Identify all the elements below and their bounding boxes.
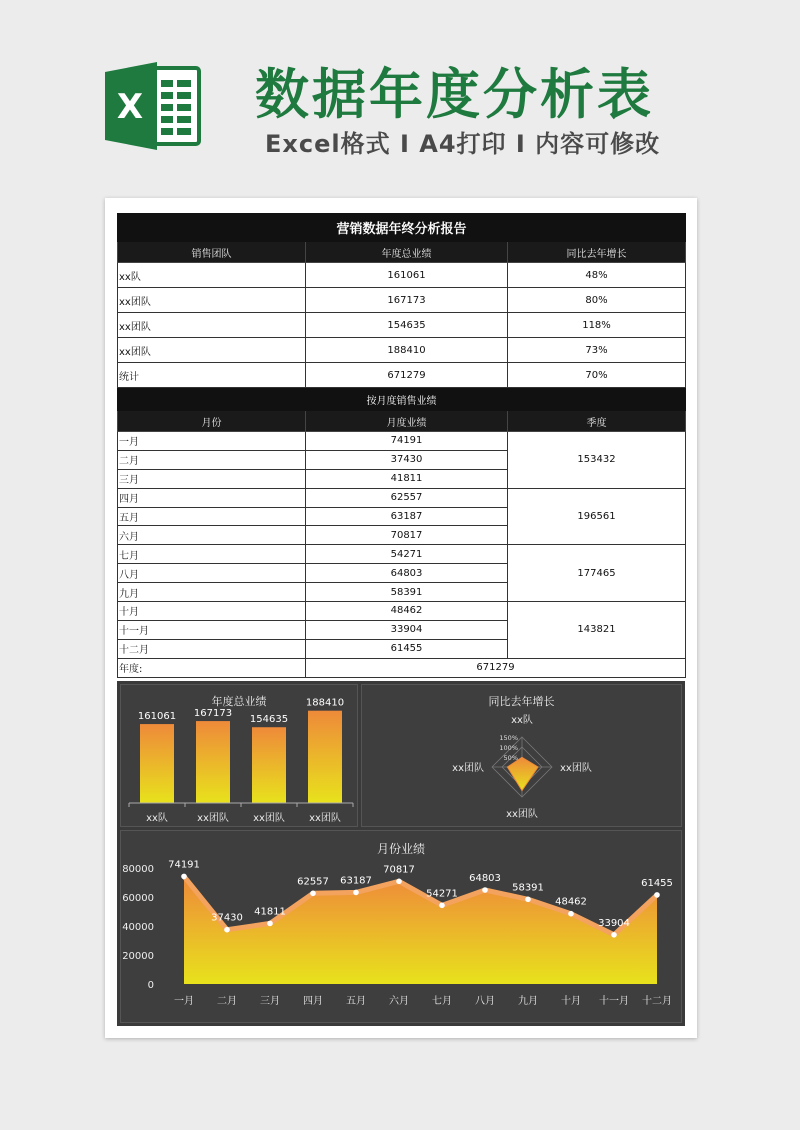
bar-category-label: xx团队: [253, 813, 285, 824]
table-row: [118, 263, 686, 288]
month-name[interactable]: 十二月: [118, 639, 306, 658]
team-growth[interactable]: 80%: [508, 288, 686, 313]
area-point[interactable]: [439, 903, 445, 909]
total-growth[interactable]: 70%: [508, 363, 686, 388]
radar-category-label: xx团队: [452, 763, 484, 774]
area-chart-panel[interactable]: [120, 830, 682, 1023]
column-header-team: 销售团队: [118, 242, 306, 263]
team-growth[interactable]: 118%: [508, 313, 686, 338]
area-point[interactable]: [611, 932, 617, 938]
radar-chart-title: 同比去年增长: [488, 695, 555, 708]
table-row: [118, 338, 686, 363]
quarter-total[interactable]: 177465: [508, 545, 686, 602]
area-data-label: 37430: [211, 912, 243, 924]
radar-tick-label: 150%: [499, 734, 518, 742]
area-data-label: 63187: [340, 875, 372, 887]
team-total[interactable]: 167173: [306, 288, 508, 313]
table-row: [118, 363, 686, 388]
month-value[interactable]: 37430: [306, 450, 508, 469]
bar-chart-title: 年度总业绩: [211, 695, 267, 708]
logo-letter: X: [116, 87, 144, 127]
radar-tick-label: 100%: [499, 744, 518, 752]
month-value[interactable]: 54271: [306, 545, 508, 564]
area-data-label: 58391: [512, 882, 544, 894]
area-data-label: 62557: [297, 876, 329, 888]
bar-category-label: xx队: [146, 813, 168, 824]
area-data-label: 33904: [598, 917, 630, 929]
area-category-label: 四月: [303, 996, 323, 1007]
radar-category-label: xx团队: [506, 809, 538, 820]
month-value[interactable]: 58391: [306, 583, 508, 602]
team-summary-table: [117, 213, 686, 388]
total-value[interactable]: 671279: [306, 363, 508, 388]
team-total[interactable]: 161061: [306, 263, 508, 288]
total-label[interactable]: 统计: [118, 363, 306, 388]
area-category-label: 三月: [260, 996, 280, 1007]
team-name[interactable]: xx团队: [118, 288, 306, 313]
bar-chart: [121, 685, 359, 828]
month-value[interactable]: 61455: [306, 639, 508, 658]
team-name[interactable]: xx队: [118, 263, 306, 288]
month-value[interactable]: 62557: [306, 488, 508, 507]
table-row: [118, 488, 686, 507]
year-label[interactable]: 年度:: [118, 658, 306, 677]
monthly-sales-table: [117, 388, 686, 678]
team-total[interactable]: 188410: [306, 338, 508, 363]
area-point[interactable]: [181, 874, 187, 880]
report-title-row: [118, 214, 686, 242]
bar-data-label: 188410: [305, 697, 345, 709]
month-name[interactable]: 九月: [118, 583, 306, 602]
month-name[interactable]: 二月: [118, 450, 306, 469]
table-row: [118, 602, 686, 621]
excel-logo-icon: [103, 60, 203, 152]
table-row: [118, 658, 686, 677]
radar-chart: [362, 685, 683, 828]
summary-header-row: [118, 242, 686, 263]
area-point[interactable]: [654, 892, 660, 898]
bar[interactable]: [308, 711, 342, 803]
quarter-total[interactable]: 196561: [508, 488, 686, 545]
area-point[interactable]: [310, 891, 316, 897]
page-subtitle: Excel格式 I A4打印 I 内容可修改: [265, 130, 661, 158]
column-header-value: 月度业绩: [306, 411, 508, 432]
area-point[interactable]: [267, 921, 273, 927]
monthly-title-row: [118, 389, 686, 411]
area-category-label: 十一月: [599, 996, 629, 1007]
monthly-title: 按月度销售业绩: [118, 389, 686, 411]
area-point[interactable]: [525, 897, 531, 903]
month-name[interactable]: 十一月: [118, 620, 306, 639]
year-total[interactable]: 671279: [306, 658, 686, 677]
bar-data-label: 167173: [193, 708, 233, 720]
bar-category-label: xx团队: [309, 813, 341, 824]
month-name[interactable]: 一月: [118, 432, 306, 451]
team-name[interactable]: xx团队: [118, 313, 306, 338]
area-data-label: 48462: [555, 896, 587, 908]
report-grid: [117, 213, 685, 678]
month-name[interactable]: 八月: [118, 564, 306, 583]
monthly-header-row: [118, 411, 686, 432]
area-data-label: 61455: [641, 877, 673, 889]
y-tick-label: 80000: [122, 864, 154, 875]
area-category-label: 二月: [217, 996, 237, 1007]
area-chart-title: 月份业绩: [376, 842, 425, 856]
month-value[interactable]: 74191: [306, 432, 508, 451]
page-title: 数据年度分析表: [255, 63, 654, 126]
area-data-label: 54271: [426, 888, 458, 900]
y-tick-label: 20000: [122, 951, 154, 962]
area-category-label: 一月: [174, 996, 194, 1007]
table-row: [118, 545, 686, 564]
bar[interactable]: [196, 721, 230, 803]
column-header-growth: 同比去年增长: [508, 242, 686, 263]
bar-data-label: 154635: [249, 714, 289, 726]
team-growth[interactable]: 73%: [508, 338, 686, 363]
report-title: 营销数据年终分析报告: [118, 214, 686, 242]
month-name[interactable]: 五月: [118, 507, 306, 526]
team-name[interactable]: xx团队: [118, 338, 306, 363]
y-tick-label: 60000: [122, 893, 154, 904]
area-data-label: 64803: [469, 873, 501, 884]
month-name[interactable]: 六月: [118, 526, 306, 545]
area-category-label: 六月: [389, 996, 409, 1007]
area-chart: [121, 831, 683, 1024]
month-name[interactable]: 四月: [118, 488, 306, 507]
area-point[interactable]: [224, 927, 230, 933]
area-category-label: 七月: [432, 996, 452, 1007]
area-data-label: 41811: [254, 906, 286, 918]
month-value[interactable]: 41811: [306, 469, 508, 488]
bar[interactable]: [252, 727, 286, 803]
y-tick-label: 0: [147, 980, 154, 991]
table-row: [118, 313, 686, 338]
area-point[interactable]: [353, 890, 359, 896]
month-name[interactable]: 三月: [118, 469, 306, 488]
month-name[interactable]: 十月: [118, 602, 306, 621]
area-category-label: 九月: [518, 996, 538, 1007]
team-total[interactable]: 154635: [306, 313, 508, 338]
bar-data-label: 161061: [137, 711, 177, 723]
table-row: [118, 432, 686, 451]
area-point[interactable]: [568, 911, 574, 917]
column-header-total: 年度总业绩: [306, 242, 508, 263]
area-point[interactable]: [482, 887, 488, 893]
month-value[interactable]: 48462: [306, 602, 508, 621]
area-data-label: 74191: [168, 859, 200, 871]
radar-category-label: xx队: [511, 715, 533, 726]
column-header-quarter: 季度: [508, 411, 686, 432]
month-value[interactable]: 33904: [306, 620, 508, 639]
month-value[interactable]: 63187: [306, 507, 508, 526]
table-row: [118, 288, 686, 313]
column-header-month: 月份: [118, 411, 306, 432]
quarter-total[interactable]: 143821: [508, 602, 686, 659]
area-category-label: 十月: [561, 996, 581, 1007]
quarter-total[interactable]: 153432: [508, 432, 686, 489]
area-category-label: 五月: [346, 996, 366, 1007]
radar-category-label: xx团队: [560, 763, 592, 774]
month-value[interactable]: 70817: [306, 526, 508, 545]
area-point[interactable]: [396, 879, 402, 885]
team-growth[interactable]: 48%: [508, 263, 686, 288]
y-tick-label: 40000: [122, 922, 154, 933]
month-value[interactable]: 64803: [306, 564, 508, 583]
bar-category-label: xx团队: [197, 813, 229, 824]
area-data-label: 70817: [383, 864, 415, 876]
radar-chart-panel[interactable]: [361, 684, 682, 827]
spreadsheet-page: [105, 198, 697, 1038]
month-name[interactable]: 七月: [118, 545, 306, 564]
bar[interactable]: [140, 724, 174, 803]
chart-area: [117, 681, 685, 1026]
bar-chart-panel[interactable]: [120, 684, 358, 827]
radar-tick-label: 50%: [503, 754, 518, 762]
area-category-label: 十二月: [642, 996, 672, 1007]
area-category-label: 八月: [475, 996, 495, 1007]
